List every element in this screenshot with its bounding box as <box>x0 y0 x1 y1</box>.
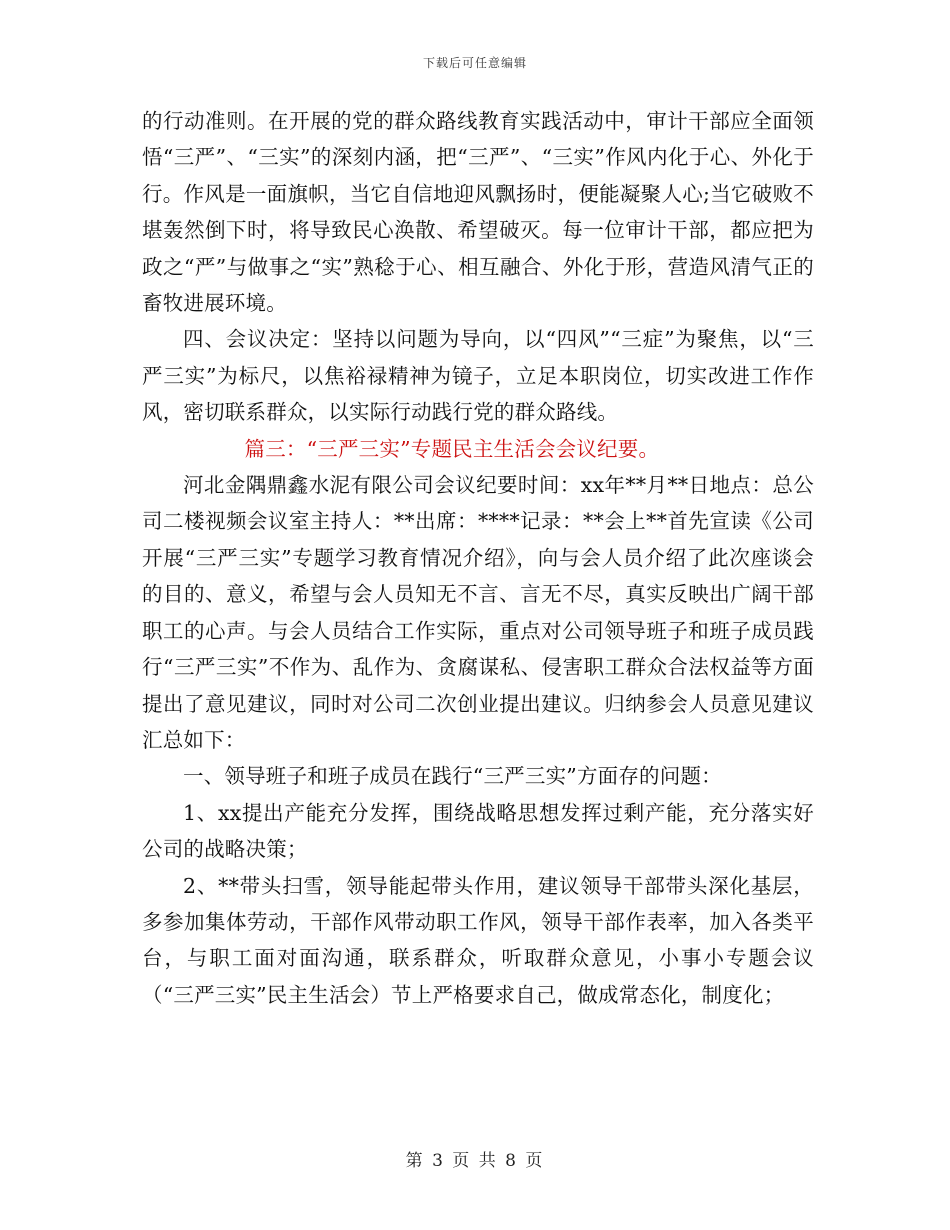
section-heading: 篇三：“三严三实”专题民主生活会会议纪要。 <box>244 436 660 461</box>
paragraph-meeting-decision: 四、会议决定：坚持以问题为导向，以“四风”“三症”为聚焦，以“三严三实”为标尺，以焦裕禄精神为镜子，立足本职岗位，切实改进工作作风，密切联系群众，以实际行动践行党的群众路线。 <box>142 327 814 425</box>
paragraph-problems-heading: 一、领导班子和班子成员在践行“三严三实”方面存的问题： <box>183 764 722 789</box>
paragraph-meeting-minutes: 河北金隅鼎鑫水泥有限公司会议纪要时间：xx年**月**日地点：总公司二楼视频会议室主持人：**出席：****记录：**会上**首先宣读《公司开展“三严三实”专题学习教育情况介绍》，向与会人员介绍了此次座谈会的目的、意义，希望与会人员知无不言、言无不尽，真实反映出广阔干部职工的心声。与会人员结合工作实际，重点对公司领导班子和班子成员践行“三严三实”不作为、乱作为、贪腐谋私、侵害职工群众合法权益等方面提出了意见建议，同时对公司二次创业提出建议。归纳参会人员意见建议汇总如下： <box>142 473 814 752</box>
paragraph-continuation: 的行动准则。在开展的党的群众路线教育实践活动中，审计干部应全面领悟“三严”、“三实”的深刻内涵，把“三严”、“三实”作风内化于心、外化于行。作风是一面旗帜，当它自信地迎风飘扬时，便能凝聚人心;当它破败不堪轰然倒下时，将导致民心涣散、希望破灭。每一位审计干部，都应把为政之“严”与做事之“实”熟稔于心、相互融合、外化于形，营造风清气正的畜牧进展环境。 <box>142 109 814 316</box>
page-number: 第 3 页 共 8 页 <box>405 1151 545 1171</box>
page-header-note: 下载后可任意编辑 <box>422 56 527 70</box>
list-item-1: 1、xx提出产能充分发挥，围绕战略思想发挥过剩产能，充分落实好公司的战略决策； <box>142 800 814 862</box>
document-body <box>142 103 814 1013</box>
list-item-2: 2、**带头扫雪，领导能起带头作用，建议领导干部带头深化基层，多参加集体劳动，干部作风带动职工作风，领导干部作表率，加入各类平台，与职工面对面沟通，联系群众，听取群众意见，小事小专题会议（“三严三实”民主生活会）节上严格要求自己，做成常态化，制度化； <box>142 873 814 1007</box>
